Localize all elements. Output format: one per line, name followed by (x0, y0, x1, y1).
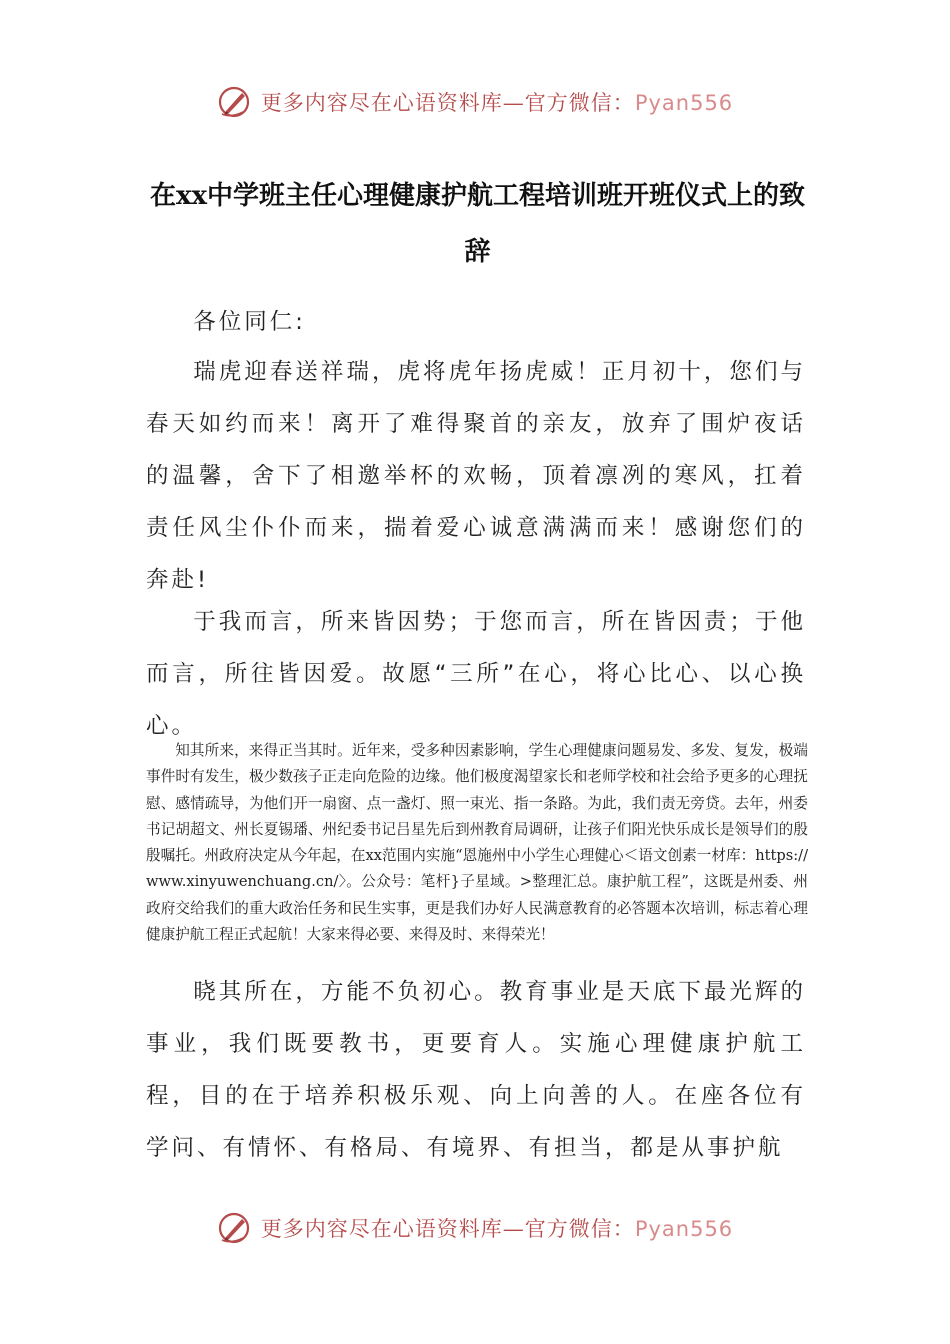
paragraph-3-small: 知其所来，来得正当其时。近年来，受多种因素影响，学生心理健康问题易发、多发、复发，极端事件时有发生，极少数孩子正走向危险的边缘。他们极度渴望家长和老师学校和社会给予更多的心理抚慰、感情疏导，为他们开一扇窗、点一盏灯、照一束光、指一条路。为此，我们责无旁贷。去年，州委书记胡超文、州长夏锡璠、州纪委书记吕星先后到州教育局调研，让孩子们阳光快乐成长是领导们的殷殷嘱托。州政府决定从今年起，在xx范围内实施“恩施州中小学生心理健心＜语文创素一材库：https://www.xinyuwenchuang.cn/〉。公众号：笔杆}子星域。>整理汇总。康护航工程”，这既是州委、州政府交给我们的重大政治任务和民生实事，更是我们办好人民满意教育的必答题本次培训，标志着心理健康护航工程正式起航！大家来得必要、来得及时、来得荣光！ (146, 742, 808, 944)
paragraph-1: 瑞虎迎春送祥瑞，虎将虎年扬虎威！正月初十，您们与春天如约而来！离开了难得聚首的亲友，放弃了围炉夜话的温馨，舍下了相邀举杯的欢畅，顶着凛冽的寒风，扛着责任风尘仆仆而来，揣着爱心诚意满满而来！感谢您们的奔赴! (146, 359, 806, 593)
pen-logo-icon (217, 84, 253, 120)
wechat-id: Pyan556 (634, 1217, 734, 1241)
paragraph-2: 于我而言，所来皆因势；于您而言，所在皆因责；于他而言，所往皆因爱。故愿“三所”在心，将心比心、以心换心。 (146, 609, 806, 739)
salutation: 各位同仁: (193, 309, 306, 335)
banner-text: 更多内容尽在心语资料库—官方微信：Pyan556 (260, 91, 734, 115)
document-title: 在xx中学班主任心理健康护航工程培训班开班仪式上的致辞 (149, 181, 805, 267)
wechat-id: Pyan556 (634, 91, 734, 115)
header-watermark-banner (0, 80, 950, 124)
pen-logo-icon (217, 1210, 253, 1246)
paragraph-4: 晓其所在，方能不负初心。教育事业是天底下最光辉的事业，我们既要教书，更要育人。实施心理健康护航工程，目的在于培养积极乐观、向上向善的人。在座各位有学问、有情怀、有格局、有境界、有担当，都是从事护航 (146, 979, 806, 1161)
banner-text: 更多内容尽在心语资料库—官方微信：Pyan556 (260, 1217, 734, 1241)
footer-watermark-banner (0, 1206, 950, 1250)
